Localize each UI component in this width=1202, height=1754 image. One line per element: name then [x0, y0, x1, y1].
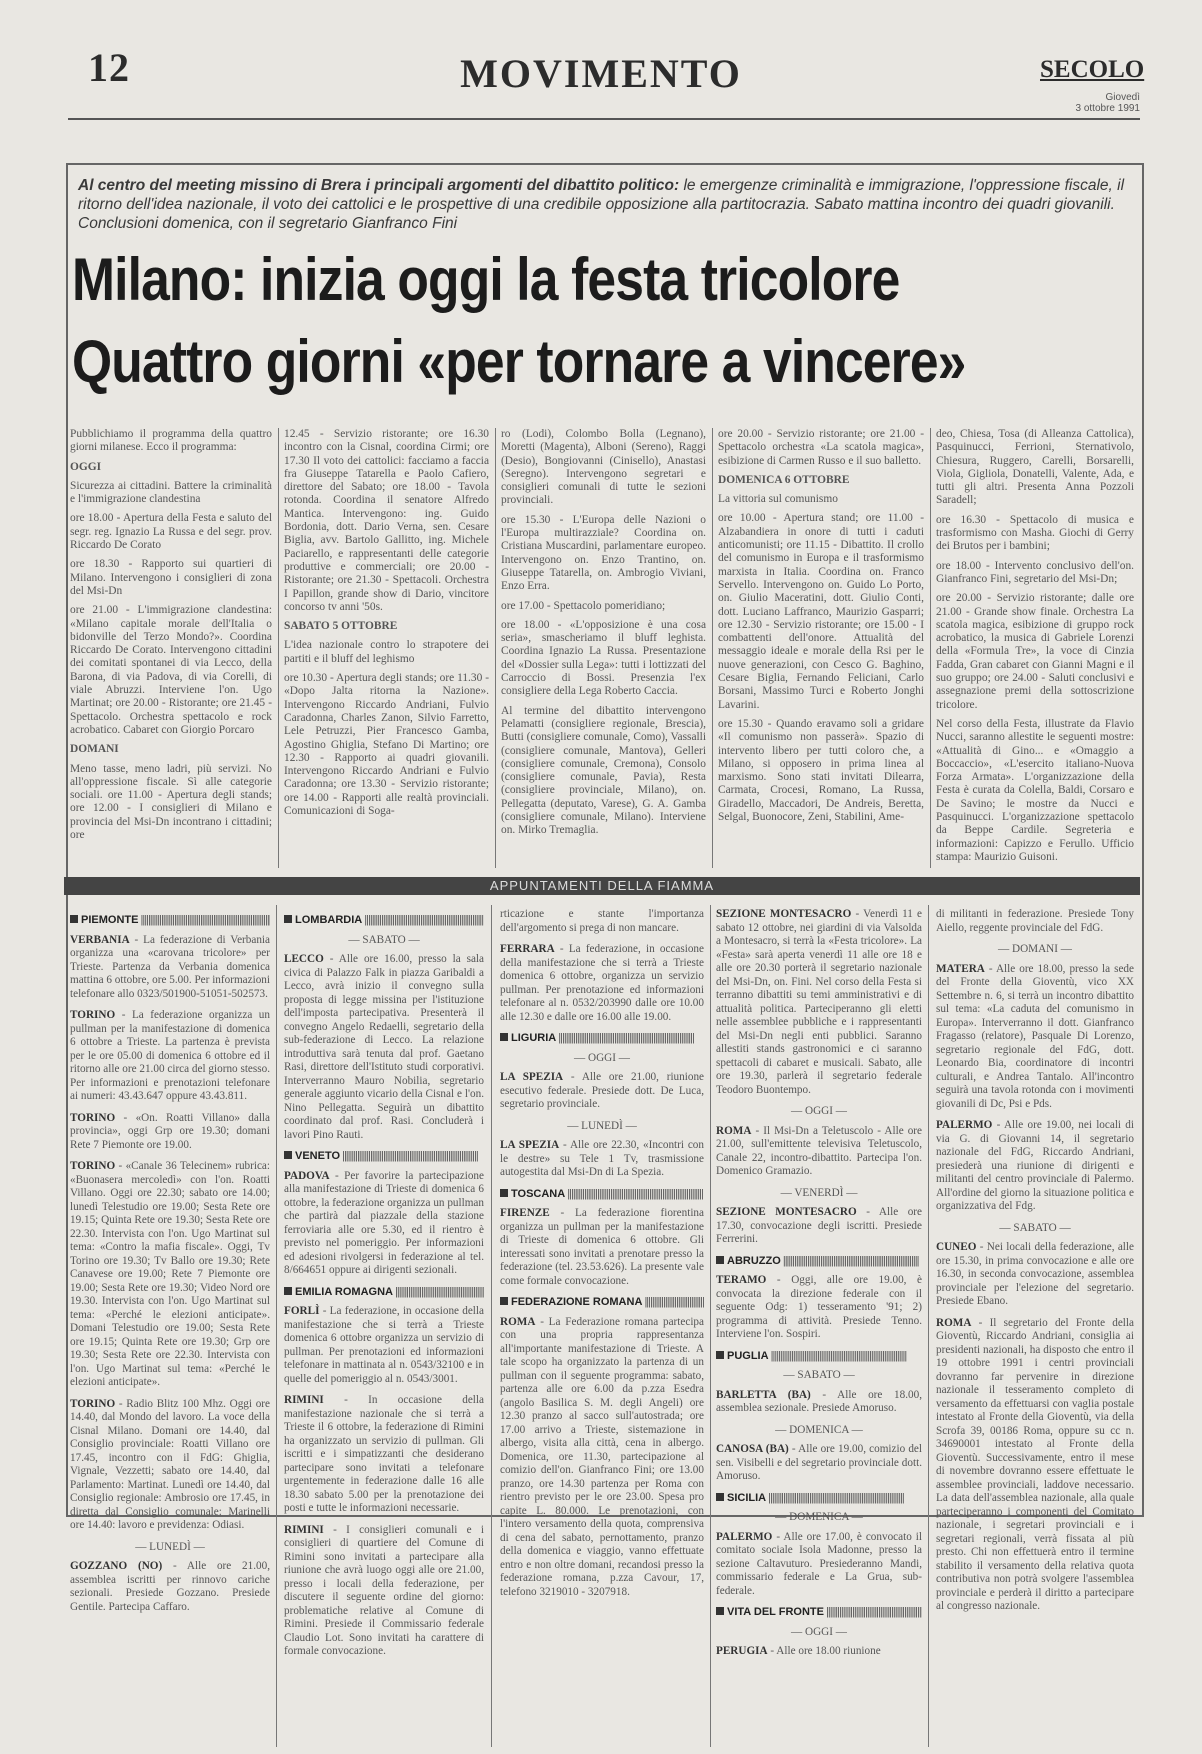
column-divider — [278, 428, 279, 868]
appointment-entry — [936, 1317, 1134, 1614]
region-header — [284, 1286, 484, 1300]
square-bullet-icon — [716, 1607, 724, 1615]
summary-lead: Al centro del meeting missino di Brera i principali argomenti del dibattito politico: — [78, 177, 680, 194]
square-bullet-icon — [70, 915, 78, 923]
column-divider — [491, 905, 492, 1747]
entry-text: - Il Msi-Dn a Teletuscolo - Alle ore 21.00, sull'emittente televisiva Teletuscolo, Canale 22, incontro-dibattito. Partecipa l'on. Domenico Gramazio. — [716, 1124, 922, 1177]
entry-location: CANOSA (BA) — [716, 1443, 789, 1455]
issue-weekday: Giovedì — [1105, 92, 1140, 103]
entry-location: TORINO — [70, 1160, 116, 1172]
day-subheader: — DOMENICA — — [775, 1511, 863, 1523]
article-paragraph: ore 15.30 - L'Europa delle Nazioni o l'Europa multirazziale? Coordina on. Cristiana Muscardini, parlamentare europeo. Intervengono on. Enzo Trantino, on. Giuseppe Tatarella, on. Ambrogio Viviani, Enzo Erra. — [501, 513, 706, 593]
region-name: LOMBARDIA — [295, 914, 363, 926]
region-header — [284, 914, 484, 928]
article-paragraph: ore 21.00 - L'immigrazione clandestina: «Milano capitale morale dell'Italia o bidonville del Terzo Mondo?». Coordina Riccardo De Corato. Intervengono cittadini dei comitati spontanei di via Lecco, della Barona, di via Padova, di via Corelli, di viale Abruzzi. Interviene l'on. Ugo Martinat; ore 20.00 - Ristorante; ore 21.45 - Spettacolo. Orchestra spettacolo e rock acrobatico. Cabaret con Giorgio Porcaro — [70, 604, 272, 736]
entry-location: RIMINI — [284, 1523, 324, 1536]
entry-text: - La federazione organizza un pullman per la manifestazione di domenica 6 ottobre a Trieste. La partenza è prevista per le ore 05.00 di domenica 6 ottobre ed il ritorno alle ore 21.00 circa del giorno stesso. Per informazioni e prenotazioni telefonare ai numeri: 43.43.647 oppure 43.43.811. — [70, 1009, 270, 1102]
entry-location: ROMA — [716, 1124, 752, 1137]
entry-text: - Venerdì 11 e sabato 12 ottobre, nei giardini di via Valsolda a Montesacro, si terrà la «Festa tricolore». La «Festa» sarà aperta venerdì 11 alle ore 18 e alle ore 20.30 porterà il segretario nazionale del Msi-Dn, on. Fini. Nel corso della Festa si terranno dibattiti su temi amministrativi e di attualità politica. Parteciperanno gli eletti nelle assemblee pubbliche e i rappresentanti del Msi-Dn negli enti pubblici. Saranno allestiti stands gastronomici e ci saranno spettacoli di cabaret e musicali. Sabato, alle ore 19.30, parlerà il segretario federale Teodoro Buontempo. — [716, 908, 922, 1096]
day-subheader: — DOMENICA — — [775, 1423, 863, 1436]
appointments-column-3 — [500, 908, 704, 1746]
article-paragraph: Pubblichiamo il programma della quattro giorni milanese. Ecco il programma: — [70, 428, 272, 454]
appointment-entry — [284, 1305, 484, 1386]
article-paragraph: ore 17.00 - Spettacolo pomeridiano; — [501, 599, 666, 612]
entry-text: - Alle ore 19.00, comizio del sen. Visibelli e del segretario provinciale dott. Amoruso. — [716, 1443, 922, 1482]
article-summary — [78, 176, 1128, 233]
day-subheader: — OGGI — — [791, 1105, 847, 1117]
appointment-entry — [936, 963, 1134, 1112]
entry-text: - Alle ore 18.00, assemblea sezionale. Presiede Amoruso. — [716, 1388, 922, 1414]
article-paragraph: ore 10.00 - Apertura stand; ore 11.00 - Alzabandiera in onore di tutti i caduti anticomunisti; ore 11.15 - Dibattito. Il crollo del comunismo in Europa e il trasformismo marxista in Italia. Coordina on. Franco Servello. Intervengono on. Guido Lo Porto, on. Giulio Maceratini, dott. Giulio Conti, dott. Luciano Laffranco, Maurizio Gasparri; ore 12.30 - Servizio ristorante; ore 15.00 - I combattenti dell'onore. Attualità del messaggio ideale e morale della Rsi per le nuove generazioni, con Cesco G. Baghino, Cesare Biglia, Fernando Feliciani, Carlo Borsani, Massimo Turci e Roberto Jonghi Lavarini. — [718, 512, 924, 711]
entry-text: - La federazione fiorentina organizza un pullman per la manifestazione di Trieste di domenica 6 ottobre. Gli interessati sono invitati a prenotare presso la federazione (tel. 23.53.626). La presente vale come formale convocazione. — [500, 1207, 704, 1287]
region-header — [716, 1350, 922, 1364]
entry-location: ROMA — [936, 1316, 972, 1329]
article-paragraph: DOMANI — [70, 743, 119, 756]
appointment-entry — [70, 1560, 270, 1614]
square-bullet-icon — [500, 1033, 508, 1041]
entry-location: LA SPEZIA — [500, 1139, 560, 1151]
article-paragraph: ore 20.00 - Servizio ristorante; ore 21.00 - Spettacolo orchestra «La scatola magica», esibizione di Carmen Russo e il suo balletto. — [718, 428, 924, 467]
appointment-entry — [500, 908, 704, 935]
day-subheader: — LUNEDÌ — — [135, 1540, 205, 1553]
appointment-entry — [284, 1394, 484, 1516]
article-paragraph: L'idea nazionale contro lo strapotere dei partiti e il bluff del leghismo — [284, 639, 489, 665]
entry-text: - Alle ore 17.00, è convocato il comitato sociale Isola Madonne, presso la sezione Caltavuturo. Presiederanno Mandi, commissario federale e La Grua, sub-federale. — [716, 1530, 922, 1597]
entry-location: PADOVA — [284, 1169, 330, 1182]
square-bullet-icon — [284, 915, 292, 923]
entry-text: - I consiglieri comunali e i consiglieri di quartiere del Comune di Rimini sono invitati a partecipare alla riunione che avrà luogo oggi alle ore 21.00, presso i locali della federazione, per discutere il seguente ordine del giorno: problematiche relative al Comune di Rimini. Presiede il Commissario federale Claudio Lot. Sono invitati ha carattere di formale convocazione. — [284, 1523, 484, 1657]
headline-line-1: Milano: inizia oggi la festa tricolore — [72, 246, 900, 313]
article-paragraph: ore 18.00 - «L'opposizione è una cosa seria», smascheriamo il bluff leghista. Coordina Ignazio La Russa. Presentazione del «Dossier sulla Lega»: tutti i lottizzati del Carroccio di Bossi. Presenzia l'ex consigliere della Lega Roberto Caccia. — [501, 618, 706, 698]
entry-text: - Per favorire la partecipazione alla manifestazione di Trieste di domenica 6 ottobre, la federazione organizza un pullman che partirà dal piazzale della stazione ferroviaria alle ore 5.30, ed il rientro è previsto nel pomeriggio. Per informazioni ed adesioni rivolgersi in federazione al tel. 8/664651 oppure ai dirigenti sezionali. — [284, 1169, 484, 1276]
region-header — [284, 1150, 484, 1164]
appointments-column-4 — [716, 908, 922, 1746]
column-divider — [928, 905, 929, 1747]
entry-location: TORINO — [70, 1397, 116, 1410]
entry-text: - Oggi, alle ore 19.00, è convocata la direzione federale con il seguente Odg: 1) tesseramento '91; 2) programma di attività. Presiede Tenno. Interviene l'on. Sospiri. — [716, 1274, 922, 1340]
region-header — [500, 1032, 704, 1046]
article-paragraph: ore 20.00 - Servizio ristorante; dalle ore 21.00 - Grande show finale. Orchestra La scatola magica, esibizione di gruppo rock acrobatico, la musica di Gabriele Lorenzi della «Formula Tre», la voce di Cinzia Fadda, Gran cabaret con Gianni Magni e il suo gruppo; ore 24.00 - Saluti conclusivi e assegnazione premi della sottoscrizione tricolore. — [936, 592, 1134, 711]
appointment-entry — [936, 1241, 1134, 1309]
appointment-entry — [716, 1206, 922, 1247]
appointment-entry — [500, 943, 704, 1024]
region-name: VENETO — [295, 1150, 341, 1162]
entry-text: - «Canale 36 Telecinem» rubrica: «Buonasera mercoledì» con l'on. Roatti Villano. Oggi ore 22.30; sabato ore 14.00; lunedì Telestudio ore 19.00; Sesta Rete ore 19.15; Quinta Rete ore 19.30; Sesta Rete ore 22.30. Intervista con l'on. Ugo Martinat sul tema: «Contro la mafia fiscale». Oggi, Tv Torino ore 19.30; Tv Ballo ore 19.30; Rete Canavese ore 19.00; Rete 7 Piemonte ore 19.00; Sesta Rete ore 19.30; Video Nord ore 19.30. Intervista con l'on. Ugo Martinat sul tema: «Perché le elezioni anticipate». Domani Telestudio ore 19.00; Sesta Rete ore 19.15; Quinta Rete ore 19.30; Grp ore 19.30; Sesta Rete ore 22.30. Intervista con l'on. Ugo Martinat sul tema: «Perché le elezioni anticipate». — [70, 1160, 270, 1388]
region-header — [716, 1255, 922, 1269]
section-title: MOVIMENTO — [460, 51, 742, 96]
appointment-entry — [716, 1389, 922, 1416]
entry-location: LECCO — [284, 953, 324, 965]
article-column-5 — [936, 428, 1134, 868]
article-paragraph: Al termine del dibattito intervengono Pelamatti (consigliere regionale, Brescia), Butti (consigliere comunale, Como), Vassalli (consigliere comunale, Mantova), Gelleri (consigliere comunale, Cremona), Consolo (consigliere comunale, Pavia), Resta (consigliere provinciale, Milano), on. Pellegatta (deputato, Varese), G. A. Gamba (consigliere comunale, Milano). Interviene on. Mirko Tremaglia. — [501, 704, 706, 837]
summary-rest: le emergenze criminalità e immigrazione, l'oppressione fiscale, il ritorno dell'idea nazionale, il voto dei cattolici e le prospettive di una credibile opposizione alla partitocrazia. Sabato mattina incontro dei quadri giovanili. Conclusioni domenica, con il segretario Gianfranco Fini — [78, 177, 1125, 232]
article-paragraph: ore 18.00 - Apertura della Festa e saluto del segr. reg. Ignazio La Russa e del segr. prov. Riccardo De Corato — [70, 512, 272, 552]
article-paragraph: Sicurezza ai cittadini. Battere la criminalità e l'immigrazione clandestina — [70, 479, 272, 506]
square-bullet-icon — [284, 1151, 292, 1159]
region-header — [716, 1606, 922, 1620]
appointment-entry — [500, 1207, 704, 1288]
article-paragraph: ore 18.00 - Intervento conclusivo dell'on. Gianfranco Fini, segretario del Msi-Dn; — [936, 559, 1134, 585]
appointment-entry — [500, 1316, 704, 1600]
column-divider — [930, 428, 931, 868]
entry-text: di militanti in federazione. Presiede Tony Aiello, reggente provinciale del FdG. — [936, 908, 1134, 934]
day-subheader: — DOMANI — — [998, 943, 1072, 955]
entry-text: - Radio Blitz 100 Mhz. Oggi ore 14.40, dal Mondo del lavoro. La voce della Cisnal Milano. Domani ore 14.40, dal Consiglio provinciale: Roatti Villano ore 17.45, incontro con il FdG: Ghiglia, Vignale, Vezzetti; sabato ore 14.40, dal Parlamento: Martinat. Lunedì ore 14.40, dal Consiglio regionale: Ambrosio ore 17.45, in diretta dal Consiglio comunale: Marinelli ore 14.40: lavoro e previdenza: Odiasi. — [70, 1397, 270, 1531]
article-paragraph: ro (Lodi), Colombo Bolla (Legnano), Moretti (Magenta), Alboni (Sereno), Raggi (Desio), Bongiovanni (Cinisello), Anastasi (Seregno). Intervengono segretari e consiglieri comunali di tutte le sezioni provinciali. — [501, 428, 706, 507]
entry-location: RIMINI — [284, 1394, 324, 1406]
entry-text: - La federazione, in occasione della manifestazione che si terrà a Trieste domenica 6 ottobre, organizza un servizio pullman. Per prenotazione ed informazioni telefonare al n. 0532/203990 dalle ore 10.00 alle 12.30 e dalle ore 16.00 alle 19.00. — [500, 943, 704, 1023]
region-name: TOSCANA — [511, 1187, 566, 1200]
entry-text: - In occasione della manifestazione nazionale che si terrà a Trieste il 6 ottobre, la federazione di Rimini ha organizzato un servizio di pullman. Gli iscritti e i simpatizzanti che desiderano partecipare sono invitati a telefonare urgentemente in federazione dalle 16 alle 18.30 sabato 5.00 per la prenotazione dei posti e tutte le informazioni necessarie. — [284, 1394, 484, 1514]
masthead-rule — [68, 118, 1140, 120]
day-subheader: — LUNEDÌ — — [567, 1119, 637, 1132]
column-divider — [710, 905, 711, 1747]
column-divider — [712, 428, 713, 868]
entry-text: - Il segretario del Fronte della Gioventù, Riccardo Andriani, consiglia ai presidenti nazionali, ha disposto che entro il 19 ottobre 1991 i centri provinciali dovranno far pervenire in direzione nazionale il tesseramento completo di versamento da effettuarsi con vaglia postale intestato al Fronte della Gioventù, via della Scrofa 39, 00186 Roma, oppure su cc n. 34690001 intestato al Fronte della Gioventù. Successivamente, entro il mese di novembre dovranno essere effettuate le assemblee provinciali, laddove necessario. La data dell'assemblea nazionale, alla quale parteciperanno i componenti del Comitato nazionale, i segretari provinciali e i segretari regionali, verrà fissata al più presto. Chi non effettuerà entro il termine stabilito il versamento della relativa quota contributiva non potrà svolgere l'assemblea provinciale e perderà il diritto a partecipare al congresso nazionale. — [936, 1316, 1134, 1612]
entry-text: - Nei locali della federazione, alle ore 15.30, in prima convocazione e alle ore 16.30, in seconda convocazione, assemblea provinciale per l'elezione del segretario. Presiede Ebano. — [936, 1241, 1134, 1307]
article-paragraph: 12.45 - Servizio ristorante; ore 16.30 incontro con la Cisnal, coordina Cirmi; ore 17.30 Il voto dei cattolici: facciamo a faccia fra Giuseppe Tatarella e Paolo Cafiero, direttore del Sabato; ore 18.00 - Tavola rotonda. Coordina il senatore Alfredo Mantica. Intervengono: ing. Guido Bordonia, dott. Dario Verna, sen. Cesare Biglia, avv. Bartolo Gallitto, ing. Michele Paciarello, e rappresentanti delle categorie produttive e commerciali; ore 20.00 - Ristorante; ore 21.30 - Spettacoli. Orchestra I Papillon, grande show di Dario, vincitore concorso tv anni '50s. — [284, 428, 489, 613]
appointment-entry — [284, 1170, 484, 1278]
appointment-entry — [716, 1443, 922, 1484]
entry-location: CUNEO — [936, 1241, 977, 1253]
entry-location: VERBANIA — [70, 933, 130, 946]
region-header — [500, 1188, 704, 1202]
issue-date — [1040, 92, 1140, 114]
entry-location: TORINO — [70, 1009, 116, 1021]
region-name: PUGLIA — [727, 1349, 769, 1362]
appointment-entry — [70, 1009, 270, 1104]
square-bullet-icon — [284, 1287, 292, 1295]
article-paragraph: ore 18.30 - Rapporto sui quartieri di Milano. Intervengono i consiglieri di zona del Msi-Dn — [70, 558, 272, 597]
entry-location: GOZZANO (NO) — [70, 1560, 163, 1572]
article-paragraph: DOMENICA 6 OTTOBRE — [718, 473, 850, 486]
appointment-entry — [716, 1531, 922, 1599]
entry-location: PALERMO — [716, 1530, 773, 1543]
entry-text: - La federazione, in occasione della manifestazione che si terrà a Trieste domenica 6 ottobre organizza un servizio di pullman. Per prenotazioni ed informazioni telefonare in mattinata al n. 0543/32100 e in quelle del pomeriggio al n. 0543/3001. — [284, 1305, 484, 1385]
appointment-entry — [500, 1139, 704, 1180]
day-subheader: — SABATO — — [348, 933, 420, 946]
appointment-entry — [70, 934, 270, 1002]
appointment-entry — [716, 908, 922, 1097]
article-paragraph: La vittoria sul comunismo — [718, 493, 838, 506]
entry-location: FERRARA — [500, 943, 555, 955]
column-divider — [276, 905, 277, 1747]
entry-location: ROMA — [500, 1315, 536, 1328]
appointment-entry — [936, 908, 1134, 935]
region-name: SICILIA — [727, 1491, 767, 1504]
appointment-entry — [716, 1274, 922, 1342]
entry-location: PERUGIA — [716, 1645, 768, 1657]
page-number: 12 — [88, 45, 130, 90]
article-column-1 — [70, 428, 272, 868]
article-paragraph: SABATO 5 OTTOBRE — [284, 620, 398, 633]
region-name: EMILIA ROMAGNA — [295, 1285, 393, 1298]
region-name: FEDERAZIONE ROMANA — [511, 1296, 643, 1308]
issue-full-date: 3 ottobre 1991 — [1075, 103, 1140, 114]
article-paragraph: deo, Chiesa, Tosa (di Alleanza Cattolica), Pasquinucci, Ferrioni, Sternativolo, Chiesura, Ruggero, Carelli, Borsarelli, Viola, Gigliola, Donatelli, Valente, Ada, e tutti gli altri. Presenta Anna Pozzoli Saradell; — [936, 428, 1134, 507]
region-name: ABRUZZO — [727, 1254, 781, 1267]
entry-text: - Alle ore 16.00, presso la sala civica di Palazzo Falk in piazza Garibaldi a Lecco, avrà inizio il convegno sulla proposta di legge missina per l'istituzione dell'imposta partecipativa. Presenterà il convegno Angelo Redaelli, segretario della sub-federazione di Lecco. La relazione introduttiva sarà tenuta dal prof. Gaetano Rasi, direttore dell'Istituto studi corporativi. Interverranno Mauro Nobilia, segretario generale aggiunto vicario della Cisnal e l'on. Nino Pellegatta. Seguirà un dibattito coordinato dal prof. Rasi. Concluderà i lavori Pino Rauti. — [284, 953, 484, 1141]
entry-location: TORINO — [70, 1111, 116, 1124]
entry-text: - Alle ore 19.00, nei locali di via G. di Giovanni 14, il segretario nazionale del FdG, Riccardo Andriani, presiederà una riunione di dirigenti e militanti del centro provinciale di Palermo. All'ordine del giorno la situazione politica e organizzativa del Fdg. — [936, 1119, 1134, 1212]
article-column-2 — [284, 428, 489, 868]
appointment-entry — [936, 1119, 1134, 1214]
entry-location: SEZIONE MONTESACRO — [716, 1206, 857, 1218]
day-subheader: — OGGI — — [574, 1051, 630, 1064]
entry-text: - La Federazione romana partecipa con una propria rappresentanza all'importante manifestazione di Trieste. A tale scopo ha organizzato la partenza di un pullman con il seguente programma: sabato, partenza alle ore 6.00 da p.zza Esedra (angolo Basilica S. M. degli Angeli) ore 12.30 pranzo al sacco sull'autostrada; ore 17.00 arrivo a Trieste, sistemazione in albergo, visita alla città, cena in albergo. Domenica, ore 11.30, partecipazione al comizio dell'on. Gianfranco Fini; ore 13.00 pranzo, ore 14.30 partenza per Roma con rientro previsto per le ore 23.00. Spesa pro capite L. 80.000. Le prenotazioni, con l'intero versamento della quota, comprensiva di cena del sabato, pernottamento, pranzo della domenica e viaggio, vanno effettuate entro e non oltre domani, recandosi presso la federazione romana, p.zza Cavour, 17, telefono 3219010 - 3207918. — [500, 1315, 704, 1598]
entry-text: - Alle ore 21.00, riunione esecutivo federale. Presiede dott. De Luca, segretario provinciale. — [500, 1071, 704, 1110]
article-column-4 — [718, 428, 924, 868]
entry-location: FORLÌ — [284, 1305, 320, 1317]
region-header — [70, 914, 270, 928]
appointments-column-1 — [70, 908, 270, 1746]
article-paragraph: ore 16.30 - Spettacolo di musica e trasformismo con Masha. Giochi di Gerry dei Brutos per i bambini; — [936, 513, 1134, 553]
entry-location: PALERMO — [936, 1119, 993, 1131]
article-paragraph: OGGI — [70, 460, 102, 473]
region-header — [716, 1492, 922, 1506]
day-subheader: — SABATO — — [783, 1369, 855, 1381]
entry-text: - Alle ore 22.30, «Incontri con le destre» su Tele 1 Tv, trasmissione autogestita dal Msi-Dn di La Spezia. — [500, 1139, 704, 1178]
entry-text: - La federazione di Verbania organizza una «carovana tricolore» per Trieste. Partenza da Verbania domenica mattina 6 ottobre, ore 5.00. Per informazioni telefonare allo 0323/501900-51051-502573. — [70, 933, 270, 1000]
appointments-column-5 — [936, 908, 1134, 1746]
square-bullet-icon — [716, 1493, 724, 1501]
day-subheader: — VENERDÌ — — [780, 1186, 858, 1199]
entry-location: MATERA — [936, 962, 985, 975]
appointment-entry — [284, 1524, 484, 1659]
entry-text: - Alle ore 18.00 riunione — [767, 1645, 881, 1657]
square-bullet-icon — [500, 1189, 508, 1197]
appointment-entry — [284, 953, 484, 1142]
square-bullet-icon — [716, 1351, 724, 1359]
day-subheader: — OGGI — — [791, 1625, 847, 1638]
region-header — [500, 1296, 704, 1310]
region-name: PIEMONTE — [81, 914, 139, 926]
article-paragraph: ore 15.30 - Quando eravamo soli a gridare «Il comunismo non passerà». Spazio di intervento libero per tutti coloro che, a Milano, si opposero in prima linea al marxismo. Sono stati invitati Dilearra, Carmata, Crocesi, Romano, La Russa, Giradello, Maccadori, De Andreis, Beretta, Selgal, Buonocore, Zeni, Stabilini, Ame- — [718, 717, 924, 824]
entry-text: - «On. Roatti Villano» dalla provincia», oggi Grp ore 19.30; domani Rete 7 Piemonte ore 19.00. — [70, 1111, 270, 1151]
square-bullet-icon — [500, 1297, 508, 1305]
entry-text: - Alle ore 18.00, presso la sede del Fronte della Gioventù, vico XX Settembre n. 6, si terrà un incontro dibattito sul tema: «La caduta del comunismo in Europa». Interverranno il dott. Gianfranco Fragasso (relatore), Pasquale Di Lorenzo, segretario regionale del FdG, dott. Leonardo Bia, coordinatore di incontri culturali, e Andrea Tantalo. All'incontro seguirà una tavola rotonda con i movimenti giovanili di Dc, Psi e Pds. — [936, 962, 1134, 1110]
entry-text: rticazione e stante l'importanza dell'argomento si prega di non mancare. — [500, 908, 704, 934]
appointment-entry — [70, 1112, 270, 1153]
newspaper-logo: SECOLO — [1040, 56, 1145, 83]
column-divider — [495, 428, 496, 868]
article-paragraph: Nel corso della Festa, illustrate da Flavio Nucci, saranno allestite le seguenti mostre: «Attualità di Gino... e «Omaggio a Boccaccio», «L'esercito italiano-Nuova Forza Armata». L'organizzazione della Festa è curata da Colella, Baldi, Corsaro e De Savino; le mostre da Nucci e Pasquinucci. L'organizzazione spettacolo da Beppe Cardile. Segreteria e informazioni: Capizzo e Ferullo. Ufficio stampa: Maurizio Guisoni. — [936, 717, 1134, 863]
appointment-entry — [500, 1071, 704, 1112]
entry-text: - Alle ore 17.30, convocazione degli iscritti. Presiede Ferrerini. — [716, 1206, 922, 1245]
entry-location: LA SPEZIA — [500, 1071, 564, 1083]
article-paragraph: ore 10.30 - Apertura degli stands; ore 11.30 - «Dopo Jalta ritorna la Nazione». Intervengono Riccardo Andriani, Fulvio Caradonna, Charles Zanon, Silvio Farretto, Lele Petruzzi, Pier Francesco Gamba, Agostino Ghiglia, Stefano Di Martino; ore 12.30 - Rapporto ai quadri giovanili. Intervengono Riccardo Andriani e Fulvio Caradonna; ore 13.30 - Servizio ristorante; ore 14.00 - Rapporti alle realtà provinciali. Comunicazioni di Soga- — [284, 672, 489, 818]
appointment-entry — [716, 1125, 922, 1179]
article-paragraph: Meno tasse, meno ladri, più servizi. No all'oppressione fiscale. Sì alle categorie sociali. ore 11.00 - Apertura degli stands; ore 12.00 - I consiglieri di Milano e provincia del Msi-Dn incontrano i cittadini; ore — [70, 762, 272, 842]
region-name: LIGURIA — [511, 1032, 557, 1044]
appointment-entry — [70, 1160, 270, 1390]
appointments-column-2 — [284, 908, 484, 1746]
entry-text: - Alle ore 21.00, assemblea iscritti per rinnovo cariche sezionali. Presiede Gozzano. Presiede Gentile. Partecipa Caffaro. — [70, 1560, 270, 1613]
entry-location: BARLETTA (BA) — [716, 1388, 811, 1401]
article-column-3 — [501, 428, 706, 868]
region-name: VITA DEL FRONTE — [727, 1606, 824, 1618]
appointments-band: APPUNTAMENTI DELLA FIAMMA — [64, 877, 1140, 895]
entry-location: TERAMO — [716, 1274, 767, 1286]
headline-line-2: Quattro giorni «per tornare a vincere» — [72, 328, 966, 395]
day-subheader: — SABATO — — [999, 1221, 1071, 1234]
entry-location: SEZIONE MONTESACRO — [716, 908, 852, 920]
entry-location: FIRENZE — [500, 1207, 550, 1219]
appointment-entry — [716, 1645, 922, 1659]
appointment-entry — [70, 1398, 270, 1533]
square-bullet-icon — [716, 1256, 724, 1264]
